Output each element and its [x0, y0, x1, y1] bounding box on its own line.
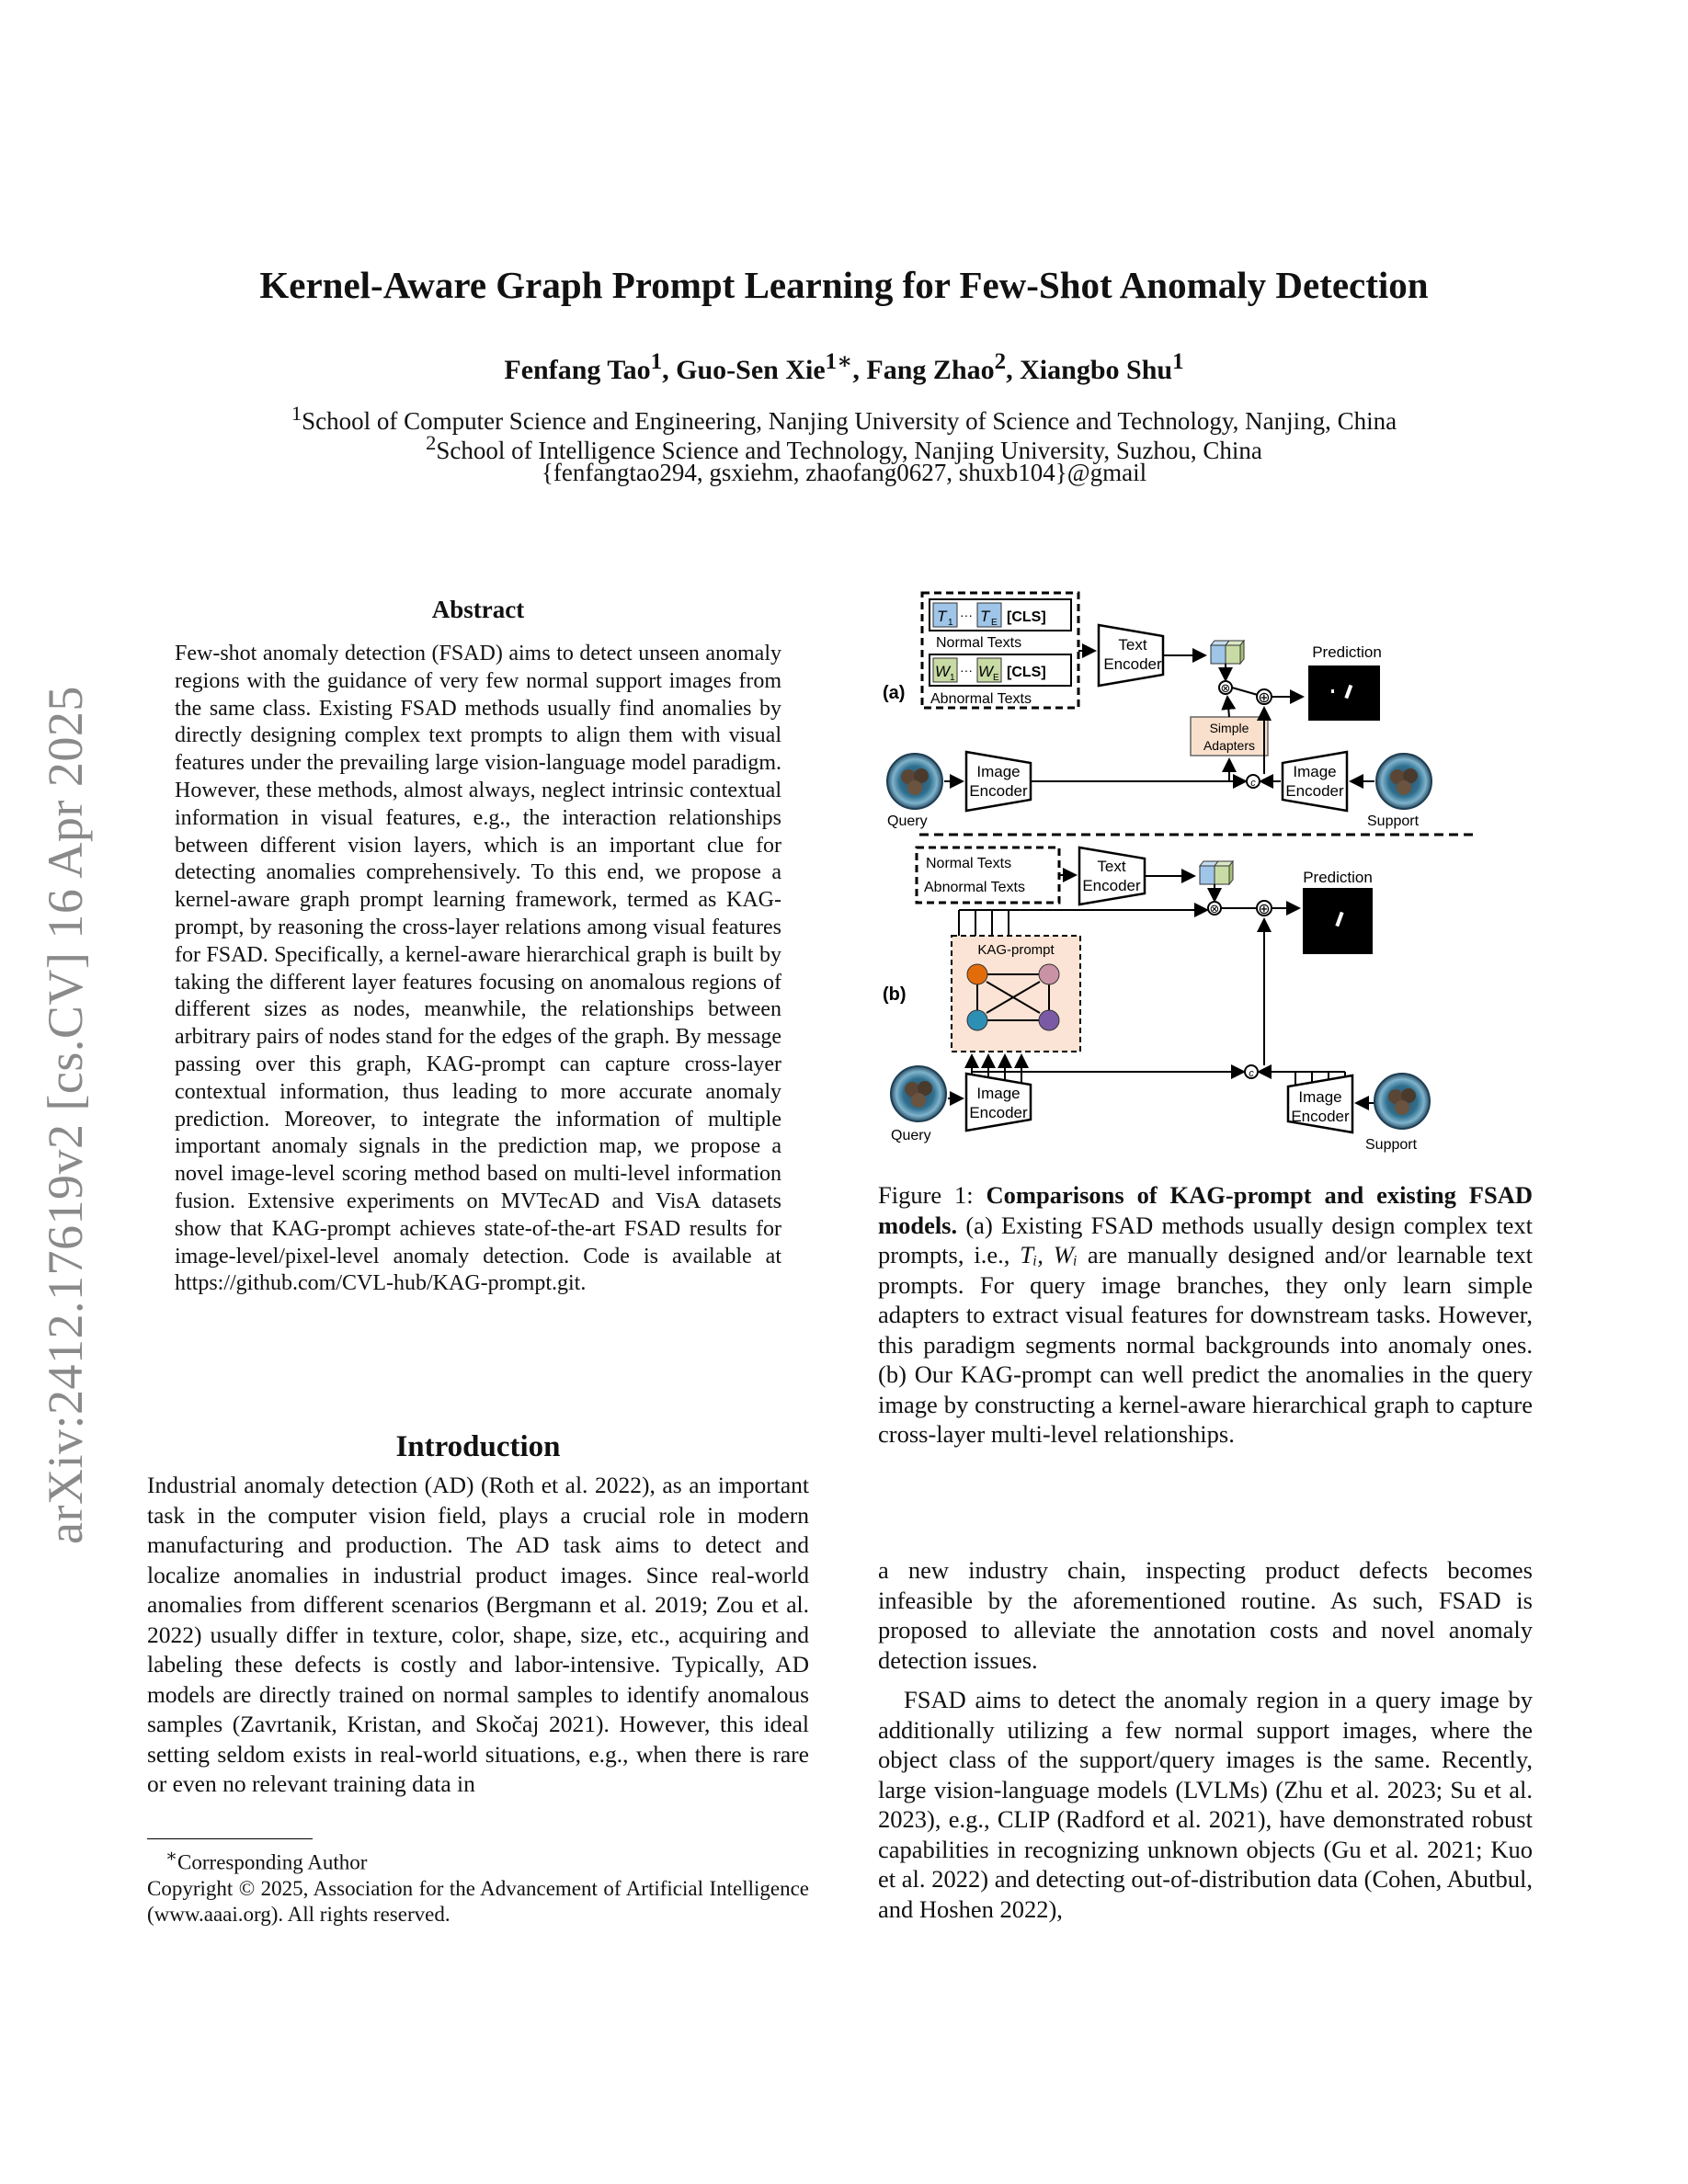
affil-mark: 2 — [426, 431, 437, 454]
multiply-symbol: ⊗ — [1220, 681, 1231, 695]
figure-1-caption — [878, 1180, 1533, 1450]
abnormal-texts-label: Abnormal Texts — [930, 691, 1032, 707]
text-encoder-label: Text — [1097, 858, 1126, 875]
introduction-paragraph-1-cont: a new industry chain, inspecting product defects becomes infeasible by the aforementioned routine. As such, FSAD is proposed to alleviate the annotation costs and novel anomaly detection issues. — [878, 1556, 1533, 1674]
panel-label-b: (b) — [883, 984, 907, 1005]
image-encoder-label: Image — [976, 1085, 1021, 1102]
text-feature-cubes-b — [1200, 861, 1233, 884]
cls-token: [CLS] — [1007, 609, 1046, 625]
copyright-note: Copyright © 2025, Association for the Advancement of Artificial Intelligence (www.aaai.org). All rights reserved. — [147, 1876, 809, 1926]
text-encoder-label: Text — [1118, 636, 1147, 654]
author-list: Fenfang Tao$^1$, Guo-Sen Xie$^{1∗}$, Fang Zhao$^2$, Xiangbo Shu$^1$ — [504, 349, 1184, 385]
token-t1-label: T — [937, 608, 947, 625]
corresponding-note — [147, 1844, 809, 1876]
author-name: Xiangbo Shu — [1020, 355, 1173, 385]
author-affil-mark: 1∗ — [825, 349, 853, 374]
introduction-paragraph-2: FSAD aims to detect the anomaly region in a query image by additionally utilizing a few normal support images, where the object class of the support/query images is the same. Recently, large vision-language models (LVLMs) (Zhu et al. 2023; Su et al. 2023), e.g., CLIP (Radford et al. 2021), have demonstrated robust capabilities in recognizing unknown objects (Gu et al. 2021; Kuo et al. 2022) and detecting out-of-distribution data (Cohen, Abutbul, and Hoshen 2022), — [878, 1686, 1533, 1923]
normal-texts-label: Normal Texts — [936, 635, 1022, 651]
text-encoder-label: Encoder — [1103, 655, 1162, 673]
token-te-label: T — [980, 608, 990, 625]
caption-label: Figure 1: — [878, 1181, 987, 1209]
figure-1 — [878, 588, 1540, 1158]
query-label-b: Query — [891, 1128, 931, 1143]
affil-mark: 1 — [291, 402, 302, 425]
multiply-symbol: ⊗ — [1209, 902, 1220, 916]
text-encoder-label: Encoder — [1082, 877, 1141, 894]
footnotes — [147, 1844, 809, 1928]
affil-text: School of Computer Science and Engineering, Nanjing University of Science and Technology, Nanjing, China — [302, 407, 1397, 435]
abnormal-texts-label-b: Abnormal Texts — [924, 880, 1025, 895]
token-w1-sub: 1 — [950, 673, 955, 683]
image-encoder-query-a — [966, 752, 1031, 811]
author-name: Fenfang Tao — [504, 355, 651, 385]
caption-text: are manually designed and/or learnable text prompts. For query image branches, they only learn simple adapters to extract visual features for downstream tasks. However, this paradigm segments normal backgrounds into anomaly ones. (b) Our KAG-prompt can well predict the anomalies in the query image by constructing a kernel-aware hierarchical graph to capture cross-layer multi-level relationships. — [878, 1241, 1533, 1448]
concat-symbol: c — [1250, 778, 1256, 789]
caption-text: (a) Existing FSAD methods usually design complex text prompts, i.e., — [878, 1211, 1533, 1268]
introduction-heading: Introduction — [395, 1430, 561, 1463]
abstract-body: Few-shot anomaly detection (FSAD) aims to detect unseen anomaly regions with the guidance of very few normal support images from the same class. Existing FSAD methods usually find anomalies by directly designing complex text prompts to align them with visual features under the prevailing large vision-language model paradigm. However, these methods, almost always, neglect intrinsic contextual information in visual features, e.g., the interaction relationships between different vision layers, which is an important clue for detecting anomalies comprehensively. To this end, we propose a kernel-aware graph prompt learning framework, termed as KAG-prompt, by reasoning the cross-layer relations among visual features for FSAD. Specifically, a kernel-aware hierarchical graph is built by taking the different layer features focusing on anomalous regions of different sizes as nodes, meanwhile, the relationships between arbitrary pairs of nodes stand for the edges of the graph. By message passing over this graph, KAG-prompt can capture cross-layer contextual information, thus leading to more accurate anomaly prediction. Moreover, to integrate the information of multiple important anomaly signals in the prediction map, we propose a novel image-level scoring method based on multi-level information fusion. Extensive experiments on MVTecAD and VisA datasets show that KAG-prompt achieves state-of-the-art FSAD results for image-level/pixel-level anomaly detection. Code is available at https://github.com/CVL-hub/KAG-prompt.git. — [175, 642, 781, 1296]
image-encoder-label: Image — [976, 763, 1021, 780]
author-emails: {fenfangtao294, gsxiehm, zhaofang0627, shuxb104}@gmail — [541, 459, 1147, 486]
image-encoder-label: Image — [1293, 763, 1337, 780]
affil-text: School of Intelligence Science and Technology, Nanjing University, Suzhou, China — [436, 437, 1262, 464]
prediction-map-a — [1308, 665, 1380, 721]
graph-node-teal — [967, 1010, 987, 1030]
introduction-paragraph-1: Industrial anomaly detection (AD) (Roth et al. 2022), as an important task in the computer vision field, plays a crucial role in modern manufacturing and production. The AD task aims to detect and localize anomalies in industrial product images. Since real-world anomalies from different scenarios (Bergmann et al. 2019; Zou et al. 2022) usually differ in texture, color, shape, size, etc., acquiring and labeling these defects is costly and labor-intensive. Typically, AD models are directly trained on normal samples to identify anomalous samples (Zavrtanik, Kristan, and Skočaj 2021). However, this ideal setting seldom exists in real-world situations, e.g., when there is rare or even no relevant training data in — [147, 1472, 809, 1797]
abstract-heading: Abstract — [431, 596, 525, 623]
text-encoder-b — [1079, 847, 1145, 904]
image-encoder-support-a — [1283, 752, 1347, 811]
footnote-text: Corresponding Author — [177, 1850, 368, 1874]
token-we-sub: E — [993, 673, 999, 683]
token-te-sub: E — [991, 618, 998, 628]
prediction-label-a: Prediction — [1312, 643, 1382, 661]
kag-prompt-label: KAG-prompt — [977, 942, 1055, 958]
concat-symbol: c — [1249, 1068, 1254, 1079]
author-name: Guo-Sen Xie — [676, 355, 826, 385]
author-name: Fang Zhao — [866, 355, 995, 385]
author-affil-mark: 1 — [650, 349, 663, 374]
cls-token: [CLS] — [1007, 665, 1046, 680]
token-t1-sub: 1 — [948, 618, 953, 628]
caption-bold: Comparisons of KAG-prompt and existing FSAD models. — [878, 1181, 1533, 1239]
footnote-divider — [147, 1838, 313, 1839]
add-symbol: ⊕ — [1258, 902, 1271, 917]
simple-adapters-label: Adapters — [1203, 738, 1256, 753]
image-encoder-label: Encoder — [969, 1104, 1028, 1121]
token-dots: ··· — [960, 663, 973, 677]
image-encoder-query-b — [966, 1074, 1031, 1131]
image-encoder-label: Image — [1298, 1088, 1342, 1106]
add-symbol: ⊕ — [1258, 690, 1271, 706]
panel-label-a: (a) — [883, 683, 906, 703]
arxiv-identifier — [28, 579, 101, 1544]
support-label-b: Support — [1365, 1137, 1418, 1153]
image-encoder-label: Encoder — [1291, 1108, 1350, 1125]
prediction-label-b: Prediction — [1303, 869, 1373, 886]
token-w1-label: W — [935, 663, 951, 680]
text-feature-cubes — [1211, 641, 1244, 664]
author-affil-mark: 2 — [994, 349, 1007, 374]
graph-node-pink — [1039, 964, 1059, 984]
paper-title: Kernel-Aware Graph Prompt Learning for Few-Shot Anomaly Detection — [259, 264, 1429, 306]
graph-node-purple — [1039, 1010, 1059, 1030]
footnote-mark: ∗ — [165, 1847, 178, 1866]
normal-texts-label-b: Normal Texts — [926, 856, 1012, 871]
author-affil-mark: 1 — [1172, 349, 1184, 374]
figure-1-diagram — [878, 588, 1540, 1158]
simple-adapters-label: Simple — [1209, 721, 1249, 735]
token-dots: ··· — [960, 608, 973, 622]
graph-node-orange — [967, 964, 987, 984]
image-encoder-label: Encoder — [1285, 782, 1344, 800]
arxiv-id-text: arXiv:2412.17619v2 [cs.CV] 16 Apr 2025 — [38, 686, 93, 1544]
support-label-a: Support — [1367, 813, 1420, 829]
query-label-a: Query — [887, 813, 928, 829]
token-we-label: W — [978, 663, 994, 680]
caption-math: Tᵢ, Wᵢ — [1020, 1241, 1078, 1268]
image-encoder-label: Encoder — [969, 782, 1028, 800]
